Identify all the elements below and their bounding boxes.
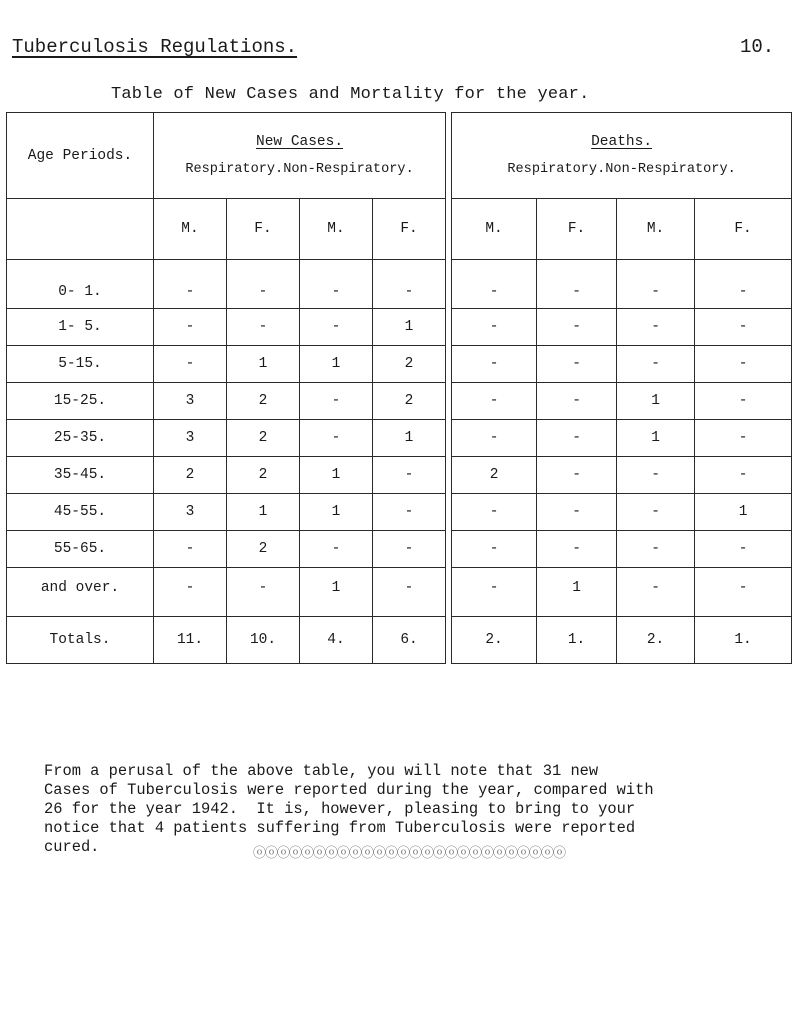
age-period-label: 5-15. <box>7 346 154 383</box>
table-cell: - <box>617 494 695 531</box>
table-cell: 1 <box>373 309 446 346</box>
total-cell: 11. <box>154 617 227 664</box>
paragraph-line: From a perusal of the above table, you will note that 31 new <box>44 762 599 780</box>
total-cell: 2. <box>617 617 695 664</box>
table-cell: - <box>373 457 446 494</box>
table-cell: - <box>227 568 300 617</box>
ornamental-divider: ⓞⓞⓞⓞⓞⓞⓞⓞⓞⓞⓞⓞⓞⓞⓞⓞⓞⓞⓞⓞⓞⓞⓞⓞⓞⓞ <box>253 846 566 861</box>
blank-cell <box>7 199 154 260</box>
table-cell: - <box>537 494 617 531</box>
total-cell: 6. <box>373 617 446 664</box>
table-cell: - <box>617 346 695 383</box>
table-cell: 1 <box>300 568 373 617</box>
sex-label: M. <box>452 199 537 260</box>
table-cell: - <box>373 531 446 568</box>
table-cell: - <box>227 309 300 346</box>
total-cell: 4. <box>300 617 373 664</box>
table-cell: - <box>537 531 617 568</box>
table-row <box>7 568 792 617</box>
page-number: 10. <box>740 36 775 58</box>
table-cell: - <box>537 457 617 494</box>
table-cell: - <box>695 346 792 383</box>
table-cell: 2 <box>452 457 537 494</box>
table-row <box>7 309 792 346</box>
table-cell: - <box>452 494 537 531</box>
table-cell: - <box>373 494 446 531</box>
sex-label: M. <box>617 199 695 260</box>
table-cell: 1 <box>300 457 373 494</box>
table-row <box>7 531 792 568</box>
table-cell: - <box>300 531 373 568</box>
deaths-subtitle: Respiratory.Non-Respiratory. <box>507 162 736 177</box>
new-cases-title: New Cases. <box>256 134 344 150</box>
totals-label: Totals. <box>7 617 154 664</box>
table-cell: - <box>537 420 617 457</box>
table-cell: 3 <box>154 420 227 457</box>
new-cases-header <box>154 113 446 199</box>
table-cell: 1 <box>300 494 373 531</box>
age-period-label: 35-45. <box>7 457 154 494</box>
table-cell: - <box>154 309 227 346</box>
table-cell: 2 <box>227 531 300 568</box>
table-cell: - <box>154 346 227 383</box>
table-row <box>7 383 792 420</box>
table-cell: - <box>154 260 227 309</box>
table-cell: 1 <box>695 494 792 531</box>
sex-header-row <box>7 199 792 260</box>
table-cell: - <box>300 309 373 346</box>
table-cell: - <box>452 346 537 383</box>
table-cell: 2 <box>227 420 300 457</box>
table-cell: - <box>537 309 617 346</box>
table-cell: - <box>452 420 537 457</box>
cases-mortality-table <box>6 112 792 664</box>
group-header-row <box>7 113 792 199</box>
total-cell: 1. <box>537 617 617 664</box>
table-row <box>7 457 792 494</box>
table-cell: - <box>617 531 695 568</box>
table-cell: - <box>452 309 537 346</box>
total-cell: 1. <box>695 617 792 664</box>
table-cell: - <box>617 309 695 346</box>
table-cell: - <box>695 420 792 457</box>
sex-label: F. <box>537 199 617 260</box>
table-cell: - <box>537 383 617 420</box>
table-cell: 1 <box>300 346 373 383</box>
totals-row <box>7 617 792 664</box>
age-period-label: 15-25. <box>7 383 154 420</box>
total-cell: 2. <box>452 617 537 664</box>
age-period-label: 25-35. <box>7 420 154 457</box>
table-cell: - <box>154 531 227 568</box>
total-cell: 10. <box>227 617 300 664</box>
sex-label: M. <box>154 199 227 260</box>
table-cell: - <box>695 531 792 568</box>
age-period-label: 0- 1. <box>7 260 154 309</box>
table-cell: 2 <box>373 383 446 420</box>
table-cell: - <box>373 260 446 309</box>
table-cell: - <box>373 568 446 617</box>
table-cell: - <box>617 260 695 309</box>
table-cell: 1 <box>227 346 300 383</box>
table-cell: - <box>300 420 373 457</box>
table-cell: 2 <box>373 346 446 383</box>
table-cell: 1 <box>227 494 300 531</box>
age-period-label: 45-55. <box>7 494 154 531</box>
table-cell: - <box>452 568 537 617</box>
table-cell: - <box>452 531 537 568</box>
table-cell: - <box>452 260 537 309</box>
table-cell: 3 <box>154 383 227 420</box>
table-cell: 1 <box>373 420 446 457</box>
table-cell: 1 <box>617 420 695 457</box>
table-cell: - <box>695 457 792 494</box>
age-period-label: and over. <box>7 568 154 617</box>
table-cell: - <box>227 260 300 309</box>
table-row <box>7 346 792 383</box>
table-cell: 3 <box>154 494 227 531</box>
sex-label: F. <box>227 199 300 260</box>
table-cell: - <box>695 309 792 346</box>
age-period-label: 55-65. <box>7 531 154 568</box>
deaths-header <box>452 113 792 199</box>
table-cell: 2 <box>154 457 227 494</box>
sex-label: F. <box>695 199 792 260</box>
table-cell: - <box>537 260 617 309</box>
table-cell: - <box>300 383 373 420</box>
table-cell: - <box>300 260 373 309</box>
table-row <box>7 494 792 531</box>
table-cell: - <box>617 568 695 617</box>
age-period-label: 1- 5. <box>7 309 154 346</box>
deaths-title: Deaths. <box>591 134 653 150</box>
sex-label: F. <box>373 199 446 260</box>
paragraph-line: cured. <box>44 838 100 856</box>
table-cell: - <box>154 568 227 617</box>
table-cell: - <box>452 383 537 420</box>
paragraph-line: notice that 4 patients suffering from Tuberculosis were reported <box>44 819 636 837</box>
table-cell: 1 <box>537 568 617 617</box>
table-row <box>7 420 792 457</box>
table-cell: - <box>695 568 792 617</box>
sex-label: M. <box>300 199 373 260</box>
paragraph-line: 26 for the year 1942. It is, however, pleasing to bring to your <box>44 800 636 818</box>
table-cell: - <box>695 383 792 420</box>
age-periods-header: Age Periods. <box>7 113 154 199</box>
table-cell: - <box>695 260 792 309</box>
table-cell: 2 <box>227 457 300 494</box>
table-title: Table of New Cases and Mortality for the year. <box>111 85 590 104</box>
paragraph-line: Cases of Tuberculosis were reported during the year, compared with <box>44 781 654 799</box>
table-cell: - <box>617 457 695 494</box>
new-cases-subtitle: Respiratory.Non-Respiratory. <box>185 162 414 177</box>
table-cell: 2 <box>227 383 300 420</box>
running-header: Tuberculosis Regulations. <box>12 36 298 58</box>
table-cell: - <box>537 346 617 383</box>
table-row <box>7 260 792 309</box>
table-cell: 1 <box>617 383 695 420</box>
